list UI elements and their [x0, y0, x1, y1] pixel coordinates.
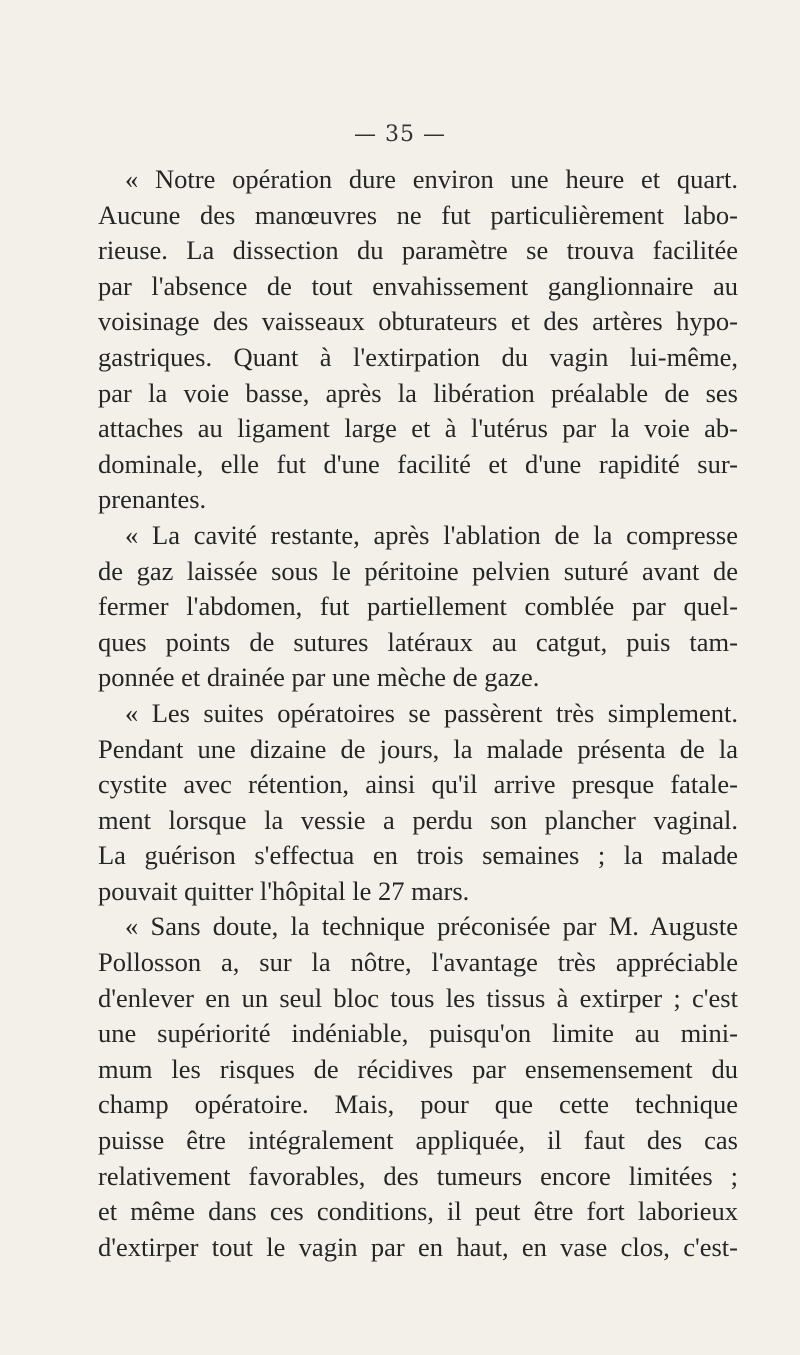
paragraph-4-line: d'extirper tout le vagin par en haut, en vase clos, c'est-: [98, 1231, 738, 1262]
paragraph-4-line: et même dans ces conditions, il peut être fort laborieux: [98, 1196, 738, 1227]
paragraph-2-line: ponnée et drainée par une mèche de gaze.: [98, 662, 540, 693]
paragraph-1-line: rieuse. La dissection du paramètre se trouva facilitée: [98, 235, 738, 266]
paragraph-4-line: puisse être intégralement appliquée, il faut des cas: [98, 1125, 738, 1156]
paragraph-3-line: « Les suites opératoires se passèrent très simplement.: [125, 697, 738, 728]
paragraph-3-line: ment lorsque la vessie a perdu son plancher vaginal.: [98, 804, 738, 835]
body-text: [98, 162, 738, 1265]
paragraph-1-line: par la voie basse, après la libération préalable de ses: [98, 377, 738, 408]
page-number: — 35 —: [354, 122, 446, 147]
paragraph-1-line: prenantes.: [98, 484, 207, 515]
paragraph-1-line: dominale, elle fut d'une facilité et d'une rapidité sur-: [98, 448, 738, 479]
paragraph-4-line: « Sans doute, la technique préconisée par M. Auguste: [125, 911, 738, 942]
paragraph-1-line: par l'absence de tout envahissement ganglionnaire au: [98, 270, 738, 301]
paragraph-4-line: relativement favorables, des tumeurs encore limitées ;: [98, 1160, 738, 1191]
paragraph-2-line: « La cavité restante, après l'ablation de la compresse: [125, 519, 738, 550]
paragraph-1-line: gastriques. Quant à l'extirpation du vagin lui-même,: [98, 341, 738, 372]
paragraph-3-line: Pendant une dizaine de jours, la malade présenta de la: [98, 733, 738, 764]
paragraph-3-line: cystite avec rétention, ainsi qu'il arrive presque fatale-: [98, 769, 738, 800]
paragraph-1-line: « Notre opération dure environ une heure et quart.: [125, 164, 738, 194]
paragraph-4-line: champ opératoire. Mais, pour que cette technique: [98, 1089, 738, 1120]
paragraph-4-line: Pollosson a, sur la nôtre, l'avantage très appréciable: [98, 947, 738, 978]
paragraph-4-line: mum les risques de récidives par ensemensement du: [98, 1053, 738, 1084]
paragraph-1-line: voisinage des vaisseaux obturateurs et des artères hypo-: [98, 306, 738, 337]
paragraph-1-line: attaches au ligament large et à l'utérus par la voie ab-: [98, 413, 738, 444]
paragraph-1-line: Aucune des manœuvres ne fut particulièrement labo-: [98, 199, 738, 230]
paragraph-2-line: de gaz laissée sous le péritoine pelvien suturé avant de: [98, 555, 738, 586]
paragraph-3-line: pouvait quitter l'hôpital le 27 mars.: [98, 875, 470, 906]
paragraph-4-line: une supériorité indéniable, puisqu'on limite au mini-: [98, 1018, 738, 1049]
paragraph-2-line: fermer l'abdomen, fut partiellement comblée par quel-: [98, 591, 738, 622]
paragraph-3-line: La guérison s'effectua en trois semaines ; la malade: [98, 840, 738, 871]
paragraph-4-line: d'enlever en un seul bloc tous les tissus à extirper ; c'est: [98, 982, 738, 1013]
paragraph-2-line: ques points de sutures latéraux au catgut, puis tam-: [98, 626, 738, 657]
